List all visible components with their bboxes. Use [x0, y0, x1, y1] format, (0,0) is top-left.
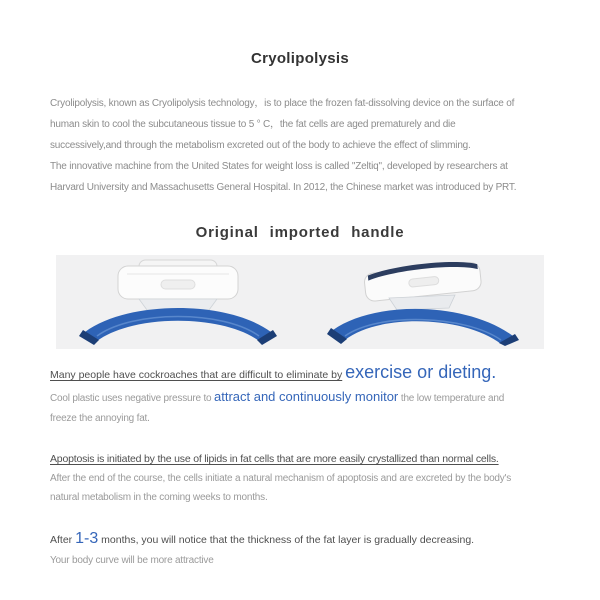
benefit-line-1 — [50, 360, 600, 387]
apoptosis-line-1: Apoptosis is initiated by the use of lipids in fat cells that are more easily crystallized than normal cells. — [50, 453, 499, 465]
benefit-line-1-text: Many people have cockroaches that are difficult to eliminate by — [50, 369, 343, 381]
intro-line-3: successively,and through the metabolism excreted out of the body to achieve the effect of slimming. — [50, 140, 471, 151]
result-line-1-highlight: 1-3 — [75, 530, 99, 547]
intro-line-1: Cryolipolysis, known as Cryolipolysis technology，is to place the frozen fat-dissolving device on the surface of — [50, 98, 515, 109]
intro-line-5: Harvard University and Massachusetts General Hospital. In 2012, the Chinese market was introduced by PRT. — [50, 182, 517, 193]
benefit-line-3: freeze the annoying fat. — [50, 413, 150, 424]
apoptosis-block — [50, 449, 600, 507]
benefits-block — [50, 360, 600, 428]
intro-line-2: human skin to cool the subcutaneous tissue to 5 ° C，the fat cells are aged prematurely and die — [50, 119, 456, 130]
result-line-1 — [50, 528, 600, 551]
benefit-line-1-highlight: exercise or dieting. — [345, 362, 497, 382]
benefit-line-2-suffix: the low temperature and — [400, 393, 505, 404]
benefit-line-2-highlight: attract and continuously monitor — [213, 389, 399, 404]
handle-image-angled — [300, 255, 544, 349]
result-block — [50, 528, 600, 570]
apoptosis-line-3: natural metabolism in the coming weeks to months. — [50, 492, 268, 503]
cryo-handle-front-icon — [73, 258, 283, 346]
cryo-handle-angled-icon — [317, 258, 527, 346]
benefit-line-2 — [50, 387, 600, 409]
handle-image-front — [56, 255, 300, 349]
section-heading: Original imported handle — [195, 224, 405, 241]
page-title: Cryolipolysis — [250, 50, 350, 67]
result-line-1-suffix: months, you will notice that the thickness of the fat layer is gradually decreasing. — [101, 534, 475, 546]
intro-line-4: The innovative machine from the United States for weight loss is called "Zeltiq", developed by researchers at — [50, 161, 508, 172]
apoptosis-line-2: After the end of the course, the cells initiate a natural mechanism of apoptosis and are excreted by the body's — [50, 473, 512, 484]
product-images-panel — [56, 255, 544, 349]
benefit-line-2-prefix: Cool plastic uses negative pressure to — [50, 393, 212, 404]
result-line-2: Your body curve will be more attractive — [50, 555, 214, 566]
result-line-1-prefix: After — [50, 534, 73, 546]
intro-paragraph — [50, 93, 600, 198]
